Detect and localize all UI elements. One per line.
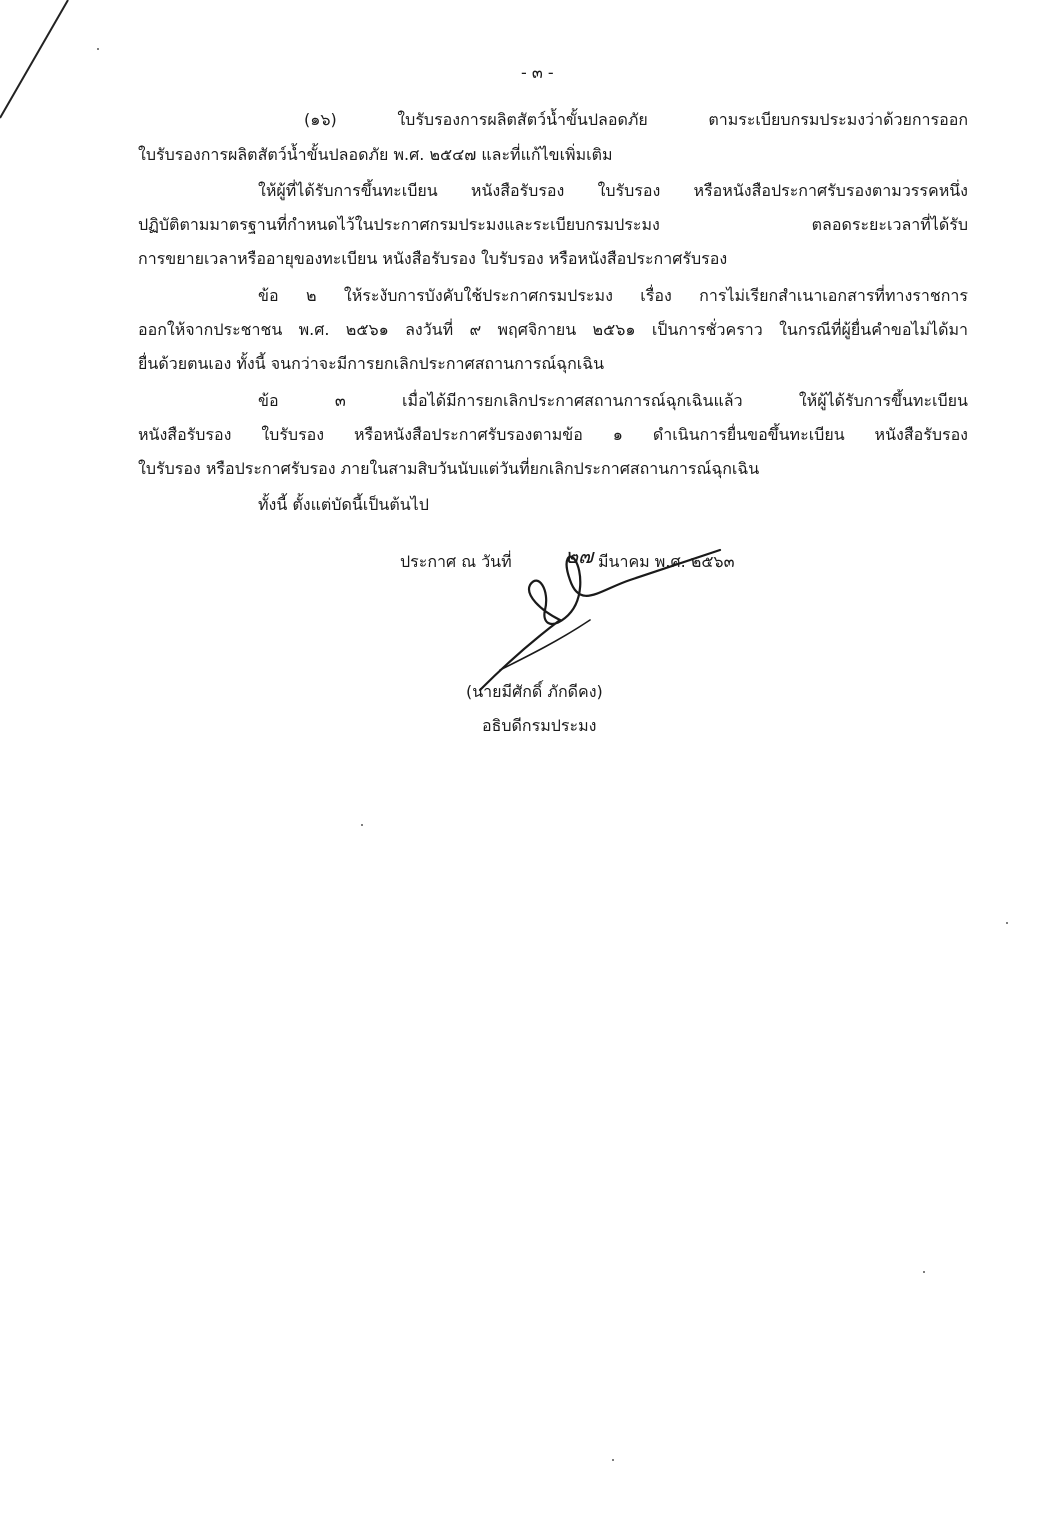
paragraph-line: ปฏิบัติตามมาตรฐานที่กำหนดไว้ในประกาศกรมประมงและระเบียบกรมประมง ตลอดระยะเวลาที่ได้รับ xyxy=(138,215,968,234)
scan-speck xyxy=(612,1459,614,1461)
signatory-name: (นายมีศักดิ์ ภักดีคง) xyxy=(466,682,603,701)
paragraph-line: ยื่นด้วยตนเอง ทั้งนี้ จนกว่าจะมีการยกเลิกประกาศสถานการณ์ฉุกเฉิน xyxy=(138,354,605,373)
page-number: - ๓ - xyxy=(521,63,554,82)
announcement-month-year: มีนาคม พ.ศ. ๒๕๖๓ xyxy=(598,552,735,571)
signatory-position: อธิบดีกรมประมง xyxy=(482,716,597,735)
effective-clause: ทั้งนี้ ตั้งแต่บัดนี้เป็นต้นไป xyxy=(258,495,429,514)
scan-speck xyxy=(923,1271,925,1273)
paragraph-line: ใบรับรองการผลิตสัตว์น้ำขั้นปลอดภัย พ.ศ. ๒๕๔๗ และที่แก้ไขเพิ่มเติม xyxy=(138,145,613,164)
paragraph-line: ใบรับรอง หรือประกาศรับรอง ภายในสามสิบวันนับแต่วันที่ยกเลิกประกาศสถานการณ์ฉุกเฉิน xyxy=(138,459,760,478)
paragraph-line: ออกให้จากประชาชน พ.ศ. ๒๕๖๑ ลงวันที่ ๙ พฤศจิกายน ๒๕๖๑ เป็นการชั่วคราว ในกรณีที่ผู้ยื่นคำขอไม่ได้มา xyxy=(138,320,968,339)
paragraph-line: (๑๖) ใบรับรองการผลิตสัตว์น้ำขั้นปลอดภัย ตามระเบียบกรมประมงว่าด้วยการออก xyxy=(304,110,968,129)
paragraph-line: ให้ผู้ที่ได้รับการขึ้นทะเบียน หนังสือรับรอง ใบรับรอง หรือหนังสือประกาศรับรองตามวรรคหนึ่ง xyxy=(258,181,968,200)
handwritten-day: ๒๗ xyxy=(565,544,594,568)
scan-edge-mark xyxy=(0,0,80,130)
scan-speck xyxy=(361,824,363,826)
scan-speck xyxy=(1006,922,1008,924)
scan-speck xyxy=(97,48,99,50)
paragraph-line: การขยายเวลาหรืออายุของทะเบียน หนังสือรับรอง ใบรับรอง หรือหนังสือประกาศรับรอง xyxy=(138,249,728,268)
paragraph-line: หนังสือรับรอง ใบรับรอง หรือหนังสือประกาศรับรองตามข้อ ๑ ดำเนินการยื่นขอขึ้นทะเบียน หนังสือรับรอง xyxy=(138,425,968,444)
announcement-date-prefix: ประกาศ ณ วันที่ xyxy=(400,552,512,571)
paragraph-line: ข้อ ๓ เมื่อได้มีการยกเลิกประกาศสถานการณ์ฉุกเฉินแล้ว ให้ผู้ได้รับการขึ้นทะเบียน xyxy=(258,391,968,410)
paragraph-line: ข้อ ๒ ให้ระงับการบังคับใช้ประกาศกรมประมง เรื่อง การไม่เรียกสำเนาเอกสารที่ทางราชการ xyxy=(258,286,968,305)
